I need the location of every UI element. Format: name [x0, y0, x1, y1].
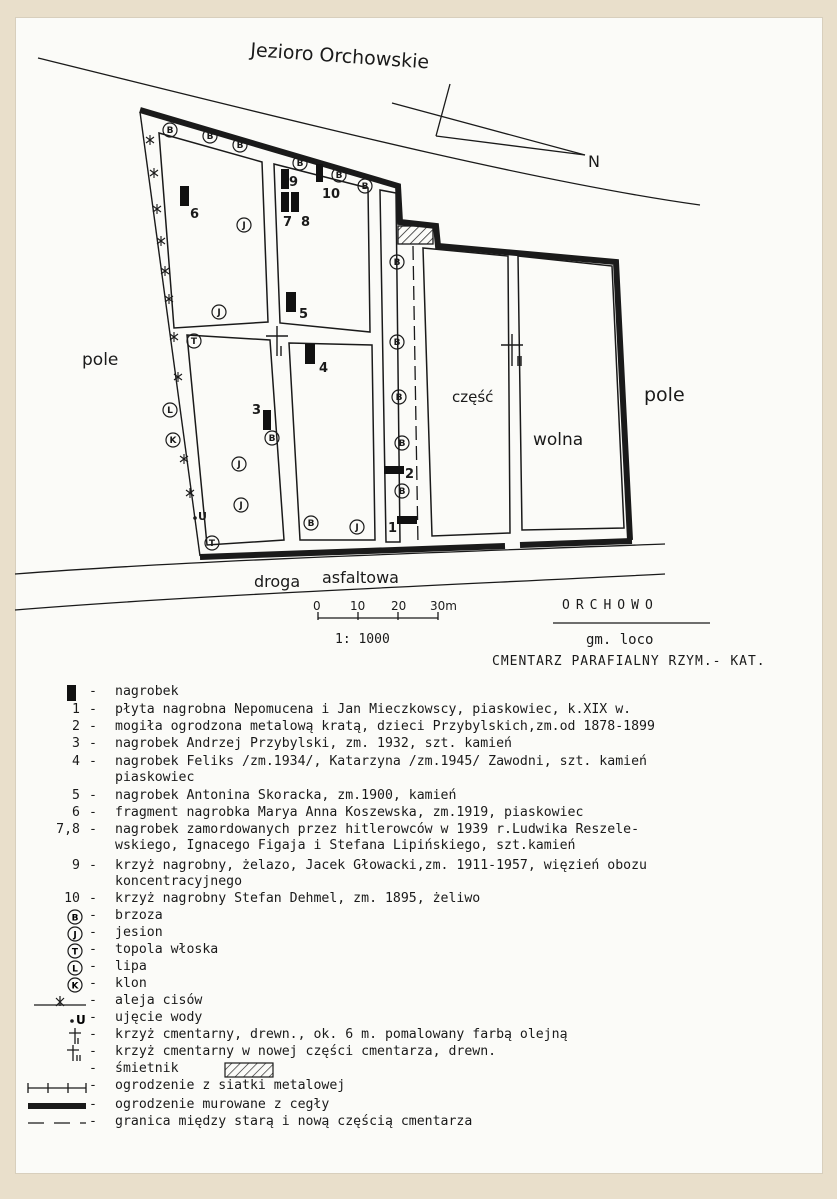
svg-text:B: B — [335, 171, 343, 181]
svg-text:K: K — [71, 981, 79, 992]
svg-text:30m: 30m — [430, 599, 457, 613]
road-label-2: asfaltowa — [322, 568, 399, 587]
birch-icon — [390, 335, 404, 349]
svg-text:B: B — [268, 434, 276, 444]
svg-text:1: 1 — [388, 521, 398, 536]
scale-bar — [318, 612, 438, 620]
legend-row: 3 - nagrobek Andrzej Przybylski, zm. 1932, szt. kamień — [72, 736, 512, 751]
birch-icon — [332, 168, 346, 182]
brick-wall-icon — [26, 1098, 88, 1114]
linden-icon — [163, 403, 177, 417]
svg-text:7: 7 — [283, 215, 293, 230]
svg-text:B: B — [71, 913, 79, 924]
svg-text:4: 4 — [319, 361, 329, 376]
svg-text:B: B — [398, 439, 406, 449]
ash-icon — [350, 520, 364, 534]
legend-row: L - lipa — [0, 959, 837, 976]
svg-text:J: J — [217, 308, 221, 318]
legend-row: - nagrobek — [0, 684, 837, 701]
svg-text:U: U — [76, 1013, 86, 1027]
grave-7 — [281, 192, 289, 212]
svg-text:0: 0 — [313, 599, 321, 613]
svg-text:B: B — [361, 182, 369, 192]
maple-icon — [62, 977, 88, 993]
legend-row: - krzyż cmentarny w nowej części cmentarza, drewn. — [0, 1044, 837, 1061]
svg-text:T: T — [71, 947, 79, 958]
field-left-label: pole — [82, 350, 119, 370]
bin-icon — [224, 1062, 274, 1078]
legend-row: - ogrodzenie murowane z cegły — [0, 1097, 837, 1114]
svg-text:B: B — [206, 132, 214, 142]
svg-text:L: L — [167, 406, 173, 416]
legend-row: 7,8 - nagrobek zamordowanych przez hitlerowców w 1939 r.Ludwika Reszele- wskiego, Ignacego Figaja i Stefana Lipińskiego, szt.kamień — [56, 822, 640, 853]
legend-row: 5 - nagrobek Antonina Skoracka, zm.1900, kamień — [72, 788, 457, 803]
ash-icon — [212, 305, 226, 319]
water-intake-icon — [62, 1011, 88, 1027]
legend-row: - ogrodzenie z siatki metalowej — [0, 1078, 837, 1095]
ash-icon — [232, 457, 246, 471]
birch-icon — [395, 484, 409, 498]
grave-4 — [305, 344, 315, 364]
lake-label: Jezioro Orchowskie — [249, 39, 430, 74]
birch-icon — [395, 436, 409, 450]
field-right-label: pole — [644, 384, 685, 406]
svg-text:B: B — [307, 519, 315, 529]
north-arrow-icon — [392, 84, 585, 155]
legend-row: 6 - fragment nagrobka Marya Anna Koszewska, zm.1919, piaskowiec — [72, 805, 584, 820]
grave-markers — [180, 164, 417, 524]
boundary-icon — [26, 1115, 88, 1131]
cross-new-icon — [62, 1045, 88, 1061]
svg-text:L: L — [72, 964, 78, 975]
svg-text:K: K — [169, 436, 177, 446]
poplar-icon — [187, 334, 201, 348]
ash-icon — [234, 498, 248, 512]
birch-icon — [304, 516, 318, 530]
birch-icon — [293, 156, 307, 170]
maple-icon — [166, 433, 180, 447]
grave-10 — [316, 164, 323, 182]
svg-text:5: 5 — [299, 307, 309, 322]
north-label: N — [588, 152, 600, 171]
grave-icon — [62, 685, 88, 701]
legend-row: - granica między starą i nową częścią cmentarza — [0, 1114, 837, 1131]
svg-text:T: T — [190, 337, 198, 347]
scale-ratio: 1: 1000 — [335, 632, 390, 647]
svg-text:J: J — [237, 460, 241, 470]
svg-text:20: 20 — [391, 599, 407, 613]
legend-row: U - ujęcie wody — [0, 1010, 837, 1027]
legend-row: 1 - płyta nagrobna Nepomucena i Jan Mieczkowscy, piaskowiec, k.XIX w. — [72, 702, 632, 717]
bin-icon — [398, 226, 433, 244]
legend-row: T - topola włoska — [0, 942, 837, 959]
grave-8 — [291, 192, 299, 212]
free-part-label-2: wolna — [533, 430, 584, 450]
grave-9 — [281, 169, 289, 189]
svg-text:B: B — [398, 487, 406, 497]
svg-text:8: 8 — [301, 215, 311, 230]
old-cemetery-plots — [159, 133, 624, 545]
legend-row: - aleja cisów — [0, 993, 837, 1010]
legend-row: K - klon — [0, 976, 837, 993]
svg-text:B: B — [236, 141, 244, 151]
svg-text:2: 2 — [405, 467, 415, 482]
linden-icon — [62, 960, 88, 976]
ash-icon — [62, 926, 88, 942]
legend-row: - krzyż cmentarny, drewn., ok. 6 m. pomalowany farbą olejną — [0, 1027, 837, 1044]
legend-row: J - jesion — [0, 925, 837, 942]
legend-row: 2 - mogiła ogrodzona metalową kratą, dzieci Przybylskich,zm.od 1878-1899 — [72, 719, 655, 734]
svg-text:10: 10 — [322, 187, 341, 202]
brick-wall-south-2 — [520, 541, 632, 545]
grave-1 — [397, 516, 417, 524]
svg-text:J: J — [239, 501, 243, 511]
svg-text:J: J — [242, 221, 246, 231]
scale-ticks — [313, 599, 457, 613]
svg-text:J: J — [355, 523, 359, 533]
mesh-fence-icon — [26, 1079, 88, 1095]
grave-2 — [384, 466, 404, 474]
grave-5 — [286, 292, 296, 312]
legend-row: B - brzoza — [0, 908, 837, 925]
birch-icon — [203, 129, 217, 143]
svg-text:B: B — [393, 258, 401, 268]
grave-6 — [180, 186, 189, 206]
legend-row: - śmietnik — [0, 1061, 837, 1078]
birch-icon — [163, 123, 177, 137]
cemetery-title: CMENTARZ PARAFIALNY RZYM.- KAT. — [492, 654, 766, 669]
birch-icon — [233, 138, 247, 152]
cross-icon — [266, 326, 288, 356]
svg-text:J: J — [73, 930, 77, 941]
cross-icon — [62, 1028, 88, 1044]
svg-text:B: B — [393, 338, 401, 348]
svg-text:9: 9 — [289, 175, 299, 190]
road-label-1: droga — [254, 572, 301, 591]
ash-icon — [237, 218, 251, 232]
legend-row: 10 - krzyż nagrobny Stefan Dehmel, zm. 1895, żeliwo — [64, 891, 481, 906]
legend-row: 9 - krzyż nagrobny, żelazo, Jacek Głowacki,zm. 1911-1957, więzień obozu koncentracyjnego — [72, 858, 647, 889]
svg-text:10: 10 — [350, 599, 366, 613]
grave-3 — [263, 410, 271, 430]
svg-text:3: 3 — [252, 403, 262, 418]
birch-icon — [390, 255, 404, 269]
municipality: gm. loco — [586, 632, 654, 648]
boundary-old-new — [413, 246, 418, 545]
free-part-label-1: część — [452, 388, 494, 406]
svg-text:6: 6 — [190, 207, 200, 222]
svg-text:U: U — [198, 510, 207, 523]
poplar-icon — [62, 943, 88, 959]
svg-text:B: B — [296, 159, 304, 169]
lake-shoreline — [38, 58, 700, 205]
svg-text:T: T — [208, 539, 216, 549]
legend-row: 4 - nagrobek Feliks /zm.1934/, Katarzyna /zm.1945/ Zawodni, szt. kamień piaskowiec — [72, 754, 647, 785]
place-name: ORCHOWO — [562, 598, 659, 613]
svg-text:B: B — [395, 393, 403, 403]
yew-icon — [32, 994, 88, 1010]
birch-icon — [392, 390, 406, 404]
birch-icon — [62, 909, 88, 925]
svg-text:B: B — [166, 126, 174, 136]
